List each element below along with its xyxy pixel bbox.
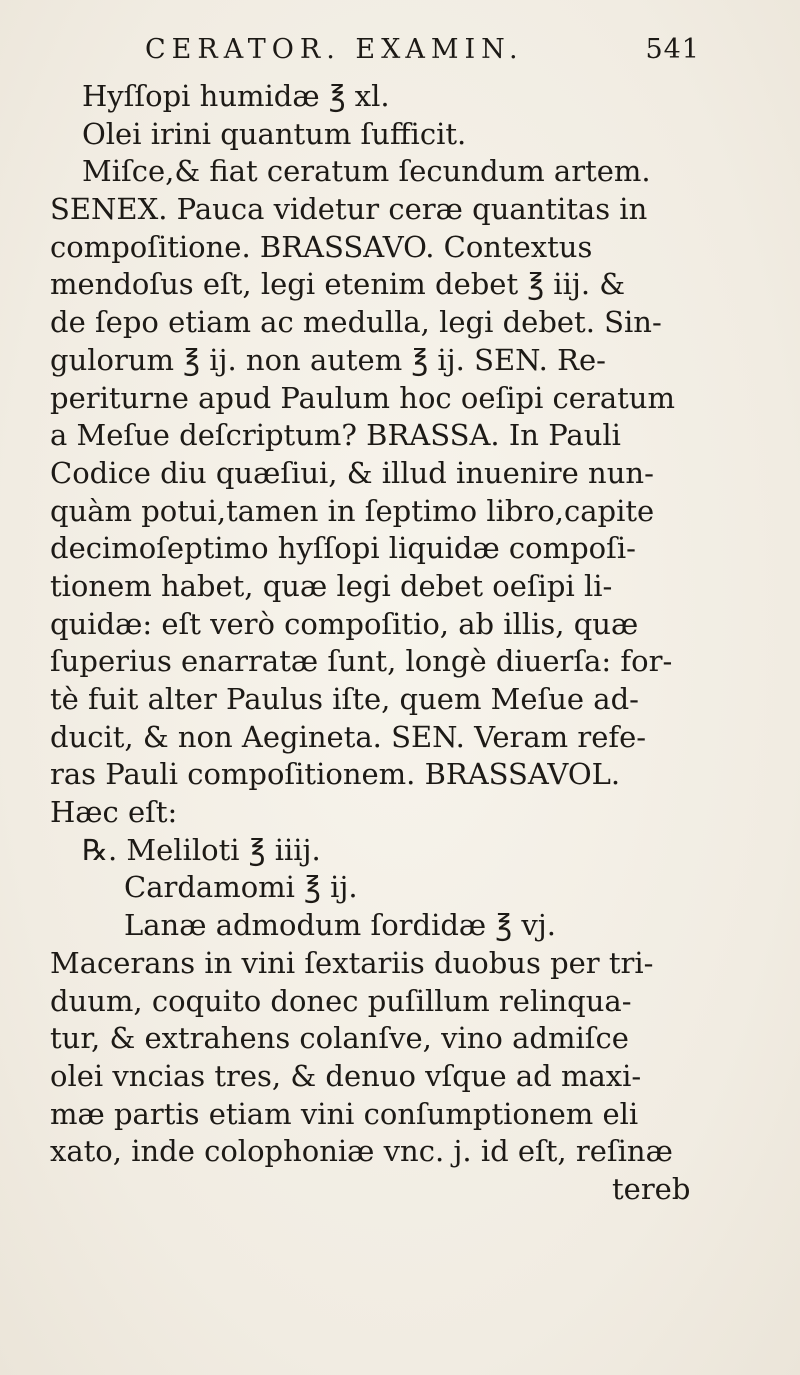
text-line: ducit, & non Aegineta. SEN. Veram refe- [50,719,647,754]
text-line: Olei irini quantum ſufficit. [82,116,467,151]
text-line: quàm potui,tamen in ſeptimo libro,capite [50,493,655,528]
text-line: Hyſſopi humidæ ℥ xl. [82,79,390,113]
text-line: Lanæ admodum ſordidæ ℥ vj. [124,908,556,943]
text-line: quidæ: eſt verò compoſitio, ab illis, quæ [50,606,639,641]
text-line: de ſepo etiam ac medulla, legi debet. Sin- [50,305,662,340]
text-line: Cardamomi ℥ ij. [124,870,358,905]
text-line: duum, coquito donec puſillum relinqua- [50,983,632,1018]
text-line: gulorum ℥ ij. non autem ℥ ij. SEN. Re- [50,342,606,377]
text-line: periturne apud Paulum hoc oeſipi ceratum [50,380,675,415]
text-line: compoſitione. BRASSAVO. Contextus [50,229,593,264]
text-line: olei vncias tres, & denuo vſque ad maxi- [50,1058,642,1093]
text-line: tur, & extrahens colanſve, vino admiſce [50,1021,629,1056]
text-line: tionem habet, quæ legi debet oeſipi li- [50,568,613,603]
text-line: mendoſus eſt, legi etenim debet ℥ iij. & [50,267,626,302]
text-line: tereb [612,1171,691,1206]
running-title: CERATOR. EXAMIN. [145,34,524,65]
text-line: ℞. Meliloti ℥ iiij. [82,832,321,867]
text-line: ſuperius enarratæ ſunt, longè diuerſa: for- [50,644,673,679]
page-number: 541 [645,34,700,65]
text-line: SENEX. Pauca videtur ceræ quantitas in [50,192,648,227]
text-line: tè fuit alter Paulus iſte, quem Meſue ad- [50,682,639,716]
text-line: Miſce,& fiat ceratum ſecundum artem. [82,154,651,189]
text-line: Hæc eſt: [50,795,178,830]
text-line: a Meſue deſcriptum? BRASSA. In Pauli [50,418,621,453]
text-line: Codice diu quæſiui, & illud inuenire nun- [50,455,654,490]
running-header [145,34,700,74]
text-line: decimoſeptimo hyſſopi liquidæ compoſi- [50,531,636,566]
text-line: Macerans in vini ſextariis duobus per tri- [50,945,654,980]
text-line: xato, inde colophoniæ vnc. j. id eſt, reſinæ [50,1134,673,1169]
text-line: ras Pauli compoſitionem. BRASSAVOL. [50,757,621,792]
text-line: mæ partis etiam vini conſumptionem eli [50,1096,639,1131]
text-block [50,78,770,1209]
